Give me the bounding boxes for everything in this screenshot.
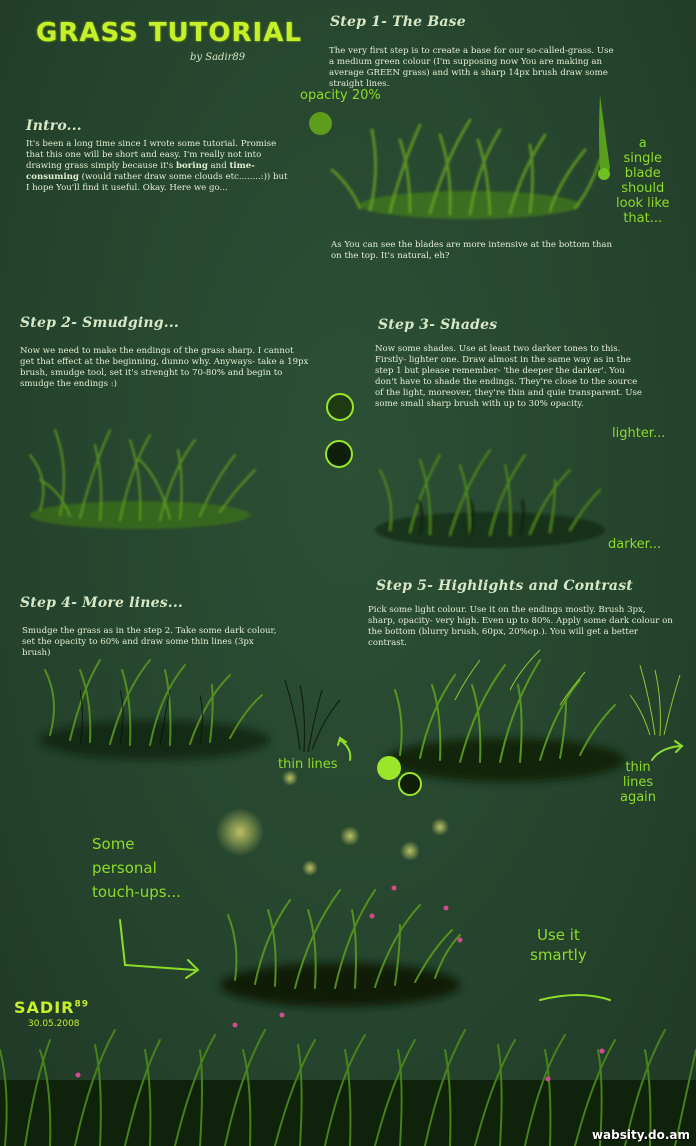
author-byline: by Sadir89 bbox=[190, 52, 246, 63]
dark-shade-2-swatch bbox=[325, 440, 353, 468]
thin-lines-again-arrow-icon bbox=[652, 746, 680, 760]
single-blade-note: a single blade should look like that... bbox=[616, 136, 670, 226]
step4-heading: Step 4- More lines... bbox=[20, 595, 183, 611]
touchup-grass-illustration bbox=[216, 770, 463, 1007]
tutorial-title: GRASS TUTORIAL bbox=[36, 18, 302, 48]
step4-grass-illustration bbox=[40, 660, 270, 760]
intro-heading: Intro... bbox=[26, 118, 82, 134]
thin-lines-again-note: thin lines again bbox=[620, 760, 657, 805]
bottom-grass-border bbox=[0, 1013, 696, 1146]
step5-text: Pick some light colour. Use it on the endings mostly. Brush 3px, sharp, opacity- very high. Even up to 80%. Apply some dark colour on the bottom (blurry brush, 60px, 20%op.). You will get a better contrast. bbox=[368, 605, 673, 648]
signature-name-text: SADIR bbox=[14, 998, 75, 1017]
intro-bold-time-consuming: time-consuming bbox=[26, 161, 255, 182]
touchup-arrow-icon bbox=[120, 920, 195, 970]
intro-bold-boring: boring bbox=[176, 161, 208, 171]
intro-text-part: It's been a long time since I wrote some tutorial. Promise that this one will be short and easy. I'm really not into drawing grass simply because it's bbox=[26, 139, 277, 171]
intro-text-part: (would rather draw some clouds etc........:)) but I hope You'll find it useful. Okay. Here we go... bbox=[26, 172, 288, 193]
thin-lines-arrow-icon bbox=[340, 740, 350, 760]
step1-text: The very first step is to create a base for our so-called-grass. Use a medium green colour (I'm supposing now You are making an average GREEN grass) and with a sharp 14px brush draw some straight lines. bbox=[329, 46, 614, 89]
artist-signature bbox=[14, 998, 89, 1029]
contrast-dark-swatch bbox=[398, 772, 422, 796]
intro-text-part: and bbox=[207, 161, 230, 171]
step3-heading: Step 3- Shades bbox=[378, 317, 498, 333]
step1-heading: Step 1- The Base bbox=[330, 14, 466, 30]
step4-text: Smudge the grass as in the step 2. Take some dark colour, set the opacity to 60% and draw some thin lines (3px brush) bbox=[22, 626, 277, 658]
step5-grass-illustration bbox=[385, 650, 625, 782]
step2-heading: Step 2- Smudging... bbox=[20, 315, 179, 331]
personal-touchups-note: Some personal touch-ups... bbox=[92, 835, 181, 901]
single-blade-illustration bbox=[598, 95, 610, 180]
base-color-swatch bbox=[309, 112, 332, 135]
intro-text bbox=[26, 139, 288, 194]
signature-date: 30.05.2008 bbox=[28, 1019, 80, 1029]
step2-text: Now we need to make the endings of the grass sharp. I cannot get that effect at the beginning, dunno why. Anyways- take a 19px brush, smudge tool, set it's strenght to 70-80% and begin to smudge the endings :) bbox=[20, 346, 309, 389]
watermark-text: wabsity.do.am bbox=[591, 1128, 690, 1142]
highlight-swatch bbox=[377, 756, 401, 780]
thin-lines-again-sample bbox=[630, 665, 680, 736]
step2-grass-illustration bbox=[30, 430, 255, 529]
step1-grass-illustration bbox=[332, 120, 600, 219]
signature-superscript: 89 bbox=[74, 999, 89, 1010]
thin-lines-note: thin lines bbox=[278, 757, 338, 772]
step5-heading: Step 5- Highlights and Contrast bbox=[376, 578, 633, 594]
signature-name bbox=[14, 998, 89, 1017]
opacity-note: opacity 20% bbox=[300, 88, 381, 103]
thin-lines-sample bbox=[285, 680, 340, 752]
smartly-underline-icon bbox=[540, 995, 610, 1000]
darker-note: darker... bbox=[608, 537, 662, 552]
dark-shade-1-swatch bbox=[326, 393, 354, 421]
lighter-note: lighter... bbox=[612, 426, 666, 441]
step1-after-text: As You can see the blades are more intensive at the bottom than on the top. It's natural, eh? bbox=[331, 240, 613, 261]
step3-grass-illustration bbox=[375, 450, 605, 548]
step3-text: Now some shades. Use at least two darker tones to this. Firstly- lighter one. Draw almost in the same way as in the step 1 but please remember- 'the deeper the darker'. You don't have to shade the endings. They're close to the source of the light, moreover, they're thin and quie transparent. Use some small sharp brush with up to 30% opacity. bbox=[375, 344, 642, 409]
use-it-smartly-note: Use it smartly bbox=[530, 926, 587, 964]
